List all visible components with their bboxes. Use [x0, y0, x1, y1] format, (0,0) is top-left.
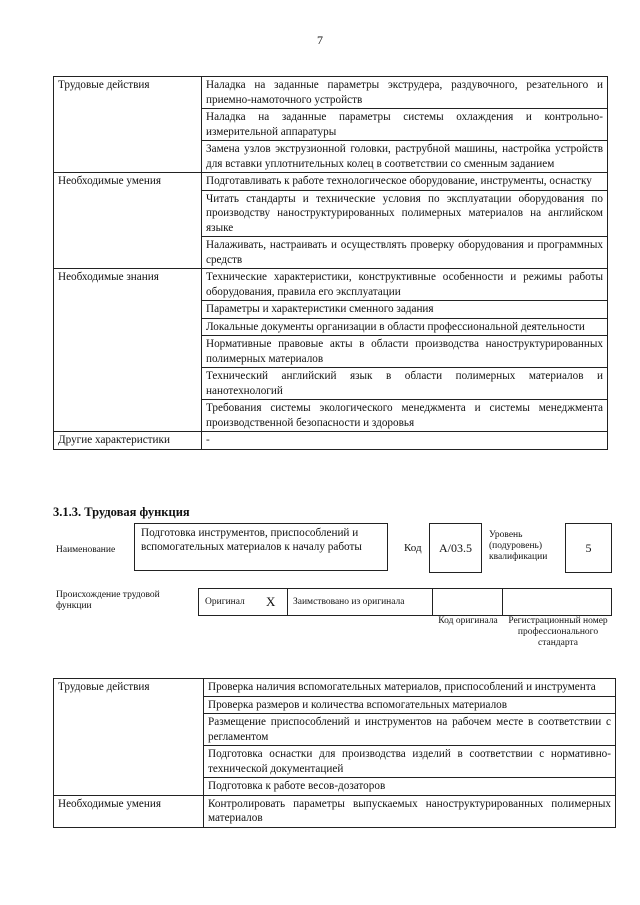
- reg-number-label: Регистрационный номер профессионального стандарта: [508, 616, 608, 648]
- code-label: Код: [404, 542, 422, 554]
- item-cell: Размещение приспособлений и инструментов на рабочем месте в соответствии с регламентом: [204, 714, 616, 746]
- category-cell: Трудовые действия: [54, 679, 204, 796]
- category-cell: Необходимые умения: [54, 795, 204, 827]
- item-cell: Подготавливать к работе технологическое оборудование, инструменты, оснастку: [202, 173, 608, 191]
- table-row: [54, 269, 608, 301]
- table-row: [54, 173, 608, 191]
- level-value: 5: [585, 540, 592, 555]
- function-name-box: [134, 523, 388, 571]
- code-box: [429, 523, 482, 573]
- item-cell: Подготовка оснастки для производства изделий в соответствии с нормативно-технической документацией: [204, 746, 616, 778]
- category-cell: Необходимые умения: [54, 173, 202, 269]
- item-cell: Замена узлов экструзионной головки, раструбной машины, настройка устройств для вставки уплотнительных колец в соответствии со сменным заданием: [202, 141, 608, 173]
- item-cell: Технический английский язык в области полимерных материалов и нанотехнологий: [202, 368, 608, 400]
- table-row: [54, 795, 616, 827]
- item-cell: Читать стандарты и технические условия по эксплуатации оборудования по производству наноструктурированных полимерных материалов на английском языке: [202, 190, 608, 237]
- table-row: [54, 432, 608, 450]
- origin-row: [198, 588, 612, 616]
- item-cell: Технические характеристики, конструктивные особенности и режимы работы оборудования, правила его эксплуатации: [202, 269, 608, 301]
- level-label: Уровень (подуровень) квалификации: [489, 530, 548, 562]
- category-cell: Необходимые знания: [54, 269, 202, 432]
- item-cell: Параметры и характеристики сменного задания: [202, 301, 608, 319]
- item-cell: Проверка размеров и количества вспомогательных материалов: [204, 696, 616, 714]
- origin-label: Происхождение трудовой функции: [56, 590, 160, 611]
- item-cell: Подготовка к работе весов-дозаторов: [204, 778, 616, 796]
- name-label: Наименование: [56, 545, 116, 555]
- table-row: [54, 77, 608, 109]
- page-number: 7: [317, 33, 323, 47]
- item-cell: Локальные документы организации в области профессиональной деятельности: [202, 318, 608, 336]
- category-cell: Трудовые действия: [54, 77, 202, 173]
- original-mark: X: [266, 594, 276, 609]
- bottom-requirements-table: [53, 678, 616, 828]
- code-value: A/03.5: [439, 540, 472, 555]
- top-requirements-table: [53, 76, 608, 450]
- divider: [287, 588, 288, 615]
- section-title: 3.1.3. Трудовая функция: [53, 505, 190, 519]
- category-cell: Другие характеристики: [54, 432, 202, 450]
- level-box: [565, 523, 612, 573]
- item-cell: Нормативные правовые акты в области производства наноструктурированных полимерных материалов: [202, 336, 608, 368]
- item-cell: Контролировать параметры выпускаемых наноструктурированных полимерных материалов: [204, 795, 616, 827]
- divider: [502, 588, 503, 615]
- function-name: Подготовка инструментов, приспособлений и вспомогательных материалов к началу работы: [141, 527, 362, 553]
- item-cell: Проверка наличия вспомогательных материалов, приспособлений и инструмента: [204, 679, 616, 697]
- item-cell: Наладка на заданные параметры системы охлаждения и контрольно-измерительной аппаратуры: [202, 109, 608, 141]
- code-original-label: Код оригинала: [438, 616, 498, 626]
- divider: [432, 588, 433, 615]
- borrowed-label: Заимствовано из оригинала: [293, 597, 405, 607]
- item-cell: Требования системы экологического менеджмента и системы менеджмента производственной безопасности и здоровья: [202, 400, 608, 432]
- original-label: Оригинал: [205, 597, 245, 607]
- item-cell: Наладка на заданные параметры экструдера, раздувочного, резательного и приемно-намоточного устройств: [202, 77, 608, 109]
- table-row: [54, 679, 616, 697]
- item-cell: Налаживать, настраивать и осуществлять проверку оборудования и программных средств: [202, 237, 608, 269]
- item-cell: -: [202, 432, 608, 450]
